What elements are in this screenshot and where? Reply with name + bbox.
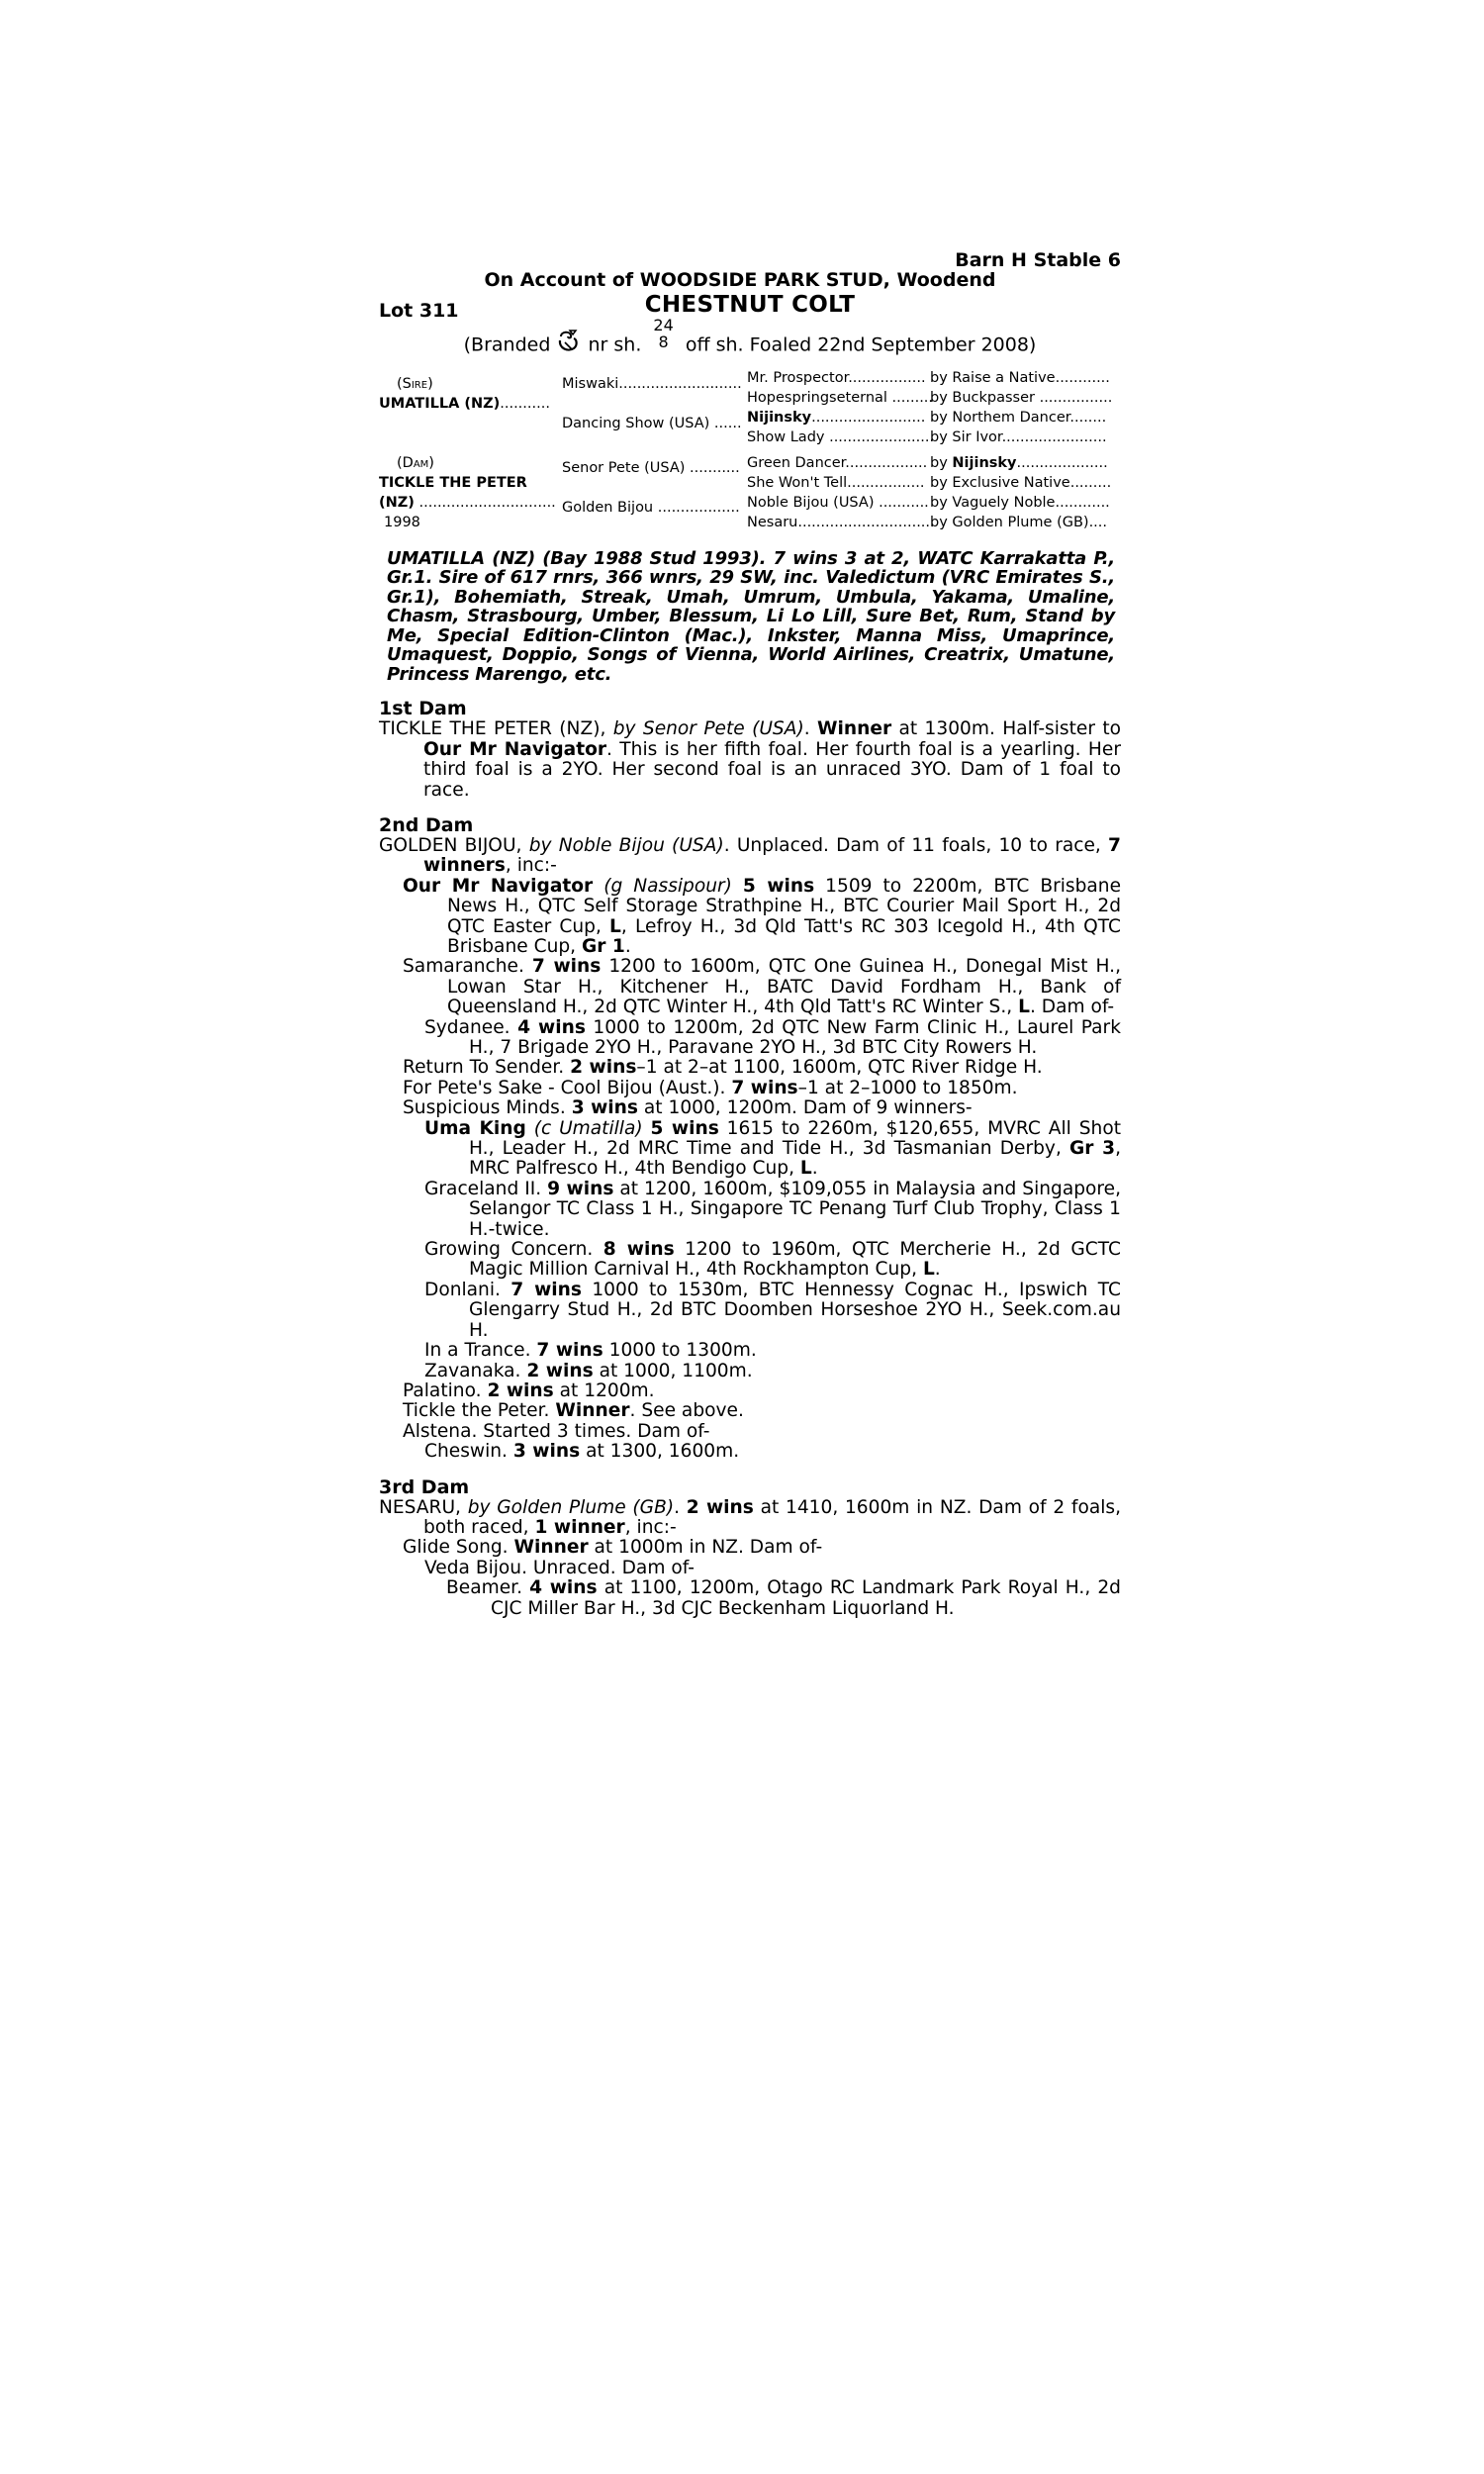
progeny-entry: Suspicious Minds. 3 wins at 1000, 1200m. Dam of 9 winners- <box>403 1097 973 1119</box>
g3-item: by Buckpasser ................ <box>930 389 1113 406</box>
dam-year: 1998 <box>384 514 420 530</box>
progeny-entry: Alstena. Started 3 times. Dam of- <box>403 1420 710 1442</box>
g3-item: by Golden Plume (GB).... <box>930 514 1108 530</box>
progeny-entry: Glide Song. Winner at 1000m in NZ. Dam of- <box>403 1537 823 1559</box>
progeny-entry: Our Mr Navigator (g Nassipour) 5 wins 1509 to 2200m, BTC Brisbane News H., QTC Self Storage Strathpine H., BTC Courier Mail Sport H., 2d QTC Easter Cup, L, Lefroy H., 3d Qld Tatt's RC 303 Icegold H., 4th QTC Brisbane Cup, Gr 1. <box>403 875 1122 957</box>
third-dam-heading: 3rd Dam <box>379 1475 470 1498</box>
g2-item: She Won't Tell................. <box>747 474 925 491</box>
horse-title: CHESTNUT COLT <box>644 291 856 318</box>
progeny-entry: Donlani. 7 wins 1000 to 1530m, BTC Hennessy Cognac H., Ipswich TC Glengarry Stud H., 2d BTC Doomben Horseshoe 2YO H., Seek.com.au H. <box>424 1279 1121 1341</box>
g1-item: Golden Bijou .................. <box>562 499 740 516</box>
brand-numbers <box>653 317 673 350</box>
catalogue-page <box>379 250 1121 1619</box>
dam-name: TICKLE THE PETER <box>379 474 527 491</box>
progeny-entry: Zavanaka. 2 wins at 1000, 1100m. <box>424 1360 753 1381</box>
progeny-entry: Veda Bijou. Unraced. Dam of- <box>424 1557 695 1578</box>
g2-item: Green Dancer.................. <box>747 454 928 471</box>
brand-num-top: 24 <box>653 315 674 334</box>
progeny-entry: In a Trance. 7 wins 1000 to 1300m. <box>424 1340 757 1362</box>
third-dam-intro: NESARU, by Golden Plume (GB). 2 wins at 1410, 1600m in NZ. Dam of 2 foals, both raced, 1 winner, inc:- <box>379 1496 1121 1538</box>
g2-item: Nijinsky......................... <box>747 409 926 426</box>
sire-name: UMATILLA (NZ)........... <box>379 395 550 412</box>
progeny-entry: Beamer. 4 wins at 1100, 1200m, Otago RC Landmark Park Royal H., 2d CJC Miller Bar H., 3d CJC Beckenham Liquorland H. <box>446 1577 1121 1619</box>
progeny-entry: Palatino. 2 wins at 1200m. <box>403 1380 655 1401</box>
progeny-entry: Cheswin. 3 wins at 1300, 1600m. <box>424 1441 740 1463</box>
brand-prefix: (Branded <box>463 333 551 356</box>
progeny-entry: Tickle the Peter. Winner. See above. <box>403 1400 744 1422</box>
progeny-entry: Return To Sender. 2 wins–1 at 2–at 1100, 1600m, QTC River Ridge H. <box>403 1057 1043 1079</box>
g2-item: Noble Bijou (USA) ........... <box>747 494 929 511</box>
g3-item: by Northem Dancer........ <box>930 409 1107 426</box>
sire-summary: UMATILLA (NZ) (Bay 1988 Stud 1993). 7 wins 3 at 2, WATC Karrakatta P., Gr.1. Sire of 617 rnrs, 366 wnrs, 29 SW, inc. Valedictum (VRC Emirates S., Gr.1), Bohemiath, Streak, Umah, Umrum, Umbula, Yakama, Umaline, Chasm, Strasbourg, Umber, Blessum, Li Lo Lill, Sure Bet, Rum, Stand by Me, Special Edition-Clinton (Mac.), Inkster, Manna Miss, Umaprince, Umaquest, Doppio, Songs of Vienna, World Airlines, Creatrix, Umatune, Princess Marengo, etc. <box>387 547 1115 685</box>
dam-label: (Dam) <box>397 454 434 471</box>
g3-item: by Nijinsky.................... <box>930 454 1108 471</box>
progeny-entry: Samaranche. 7 wins 1200 to 1600m, QTC One Guinea H., Donegal Mist H., Lowan Star H., Kitchener H., BATC David Fordham H., Bank of Queensland H., 2d QTC Winter H., 4th Qld Tatt's RC Winter S., L. Dam of- <box>403 956 1122 1018</box>
second-dam-heading: 2nd Dam <box>379 813 474 836</box>
g3-item: by Vaguely Noble............ <box>930 494 1110 511</box>
progeny-entry: Uma King (c Umatilla) 5 wins 1615 to 2260m, $120,655, MVRC All Shot H., Leader H., 2d MRC Time and Tide H., 3d Tasmanian Derby, Gr 3, MRC Palfresco H., 4th Bendigo Cup, L. <box>424 1117 1121 1180</box>
vendor-account: On Account of WOODSIDE PARK STUD, Woodend <box>484 269 996 292</box>
g2-item: Mr. Prospector................. <box>747 369 926 386</box>
g2-item: Hopespringseternal ......... <box>747 389 934 406</box>
g1-item: Dancing Show (USA) ...... <box>562 415 742 431</box>
g3-item: by Raise a Native............ <box>930 369 1110 386</box>
dam-country: (NZ) .............................. <box>379 494 556 511</box>
g1-item: Senor Pete (USA) ........... <box>562 459 740 476</box>
g2-item: Show Lady ....................... <box>747 428 935 445</box>
progeny-entry: For Pete's Sake - Cool Bijou (Aust.). 7 wins–1 at 2–1000 to 1850m. <box>403 1077 1018 1098</box>
lot-number: Lot 311 <box>379 299 459 322</box>
g3-item: by Sir Ivor....................... <box>930 428 1107 445</box>
brand-mid: nr sh. <box>588 333 642 356</box>
progeny-entry: Graceland II. 9 wins at 1200, 1600m, $109,055 in Malaysia and Singapore, Selangor TC Class 1 H., Singapore TC Penang Turf Club Trophy, Class 1 H.-twice. <box>424 1178 1121 1240</box>
g2-item: Nesaru.............................. <box>747 514 935 530</box>
brand-num-bottom: 8 <box>658 332 669 351</box>
pedigree-table <box>379 366 1121 539</box>
barn-stable: Barn H Stable 6 <box>955 249 1121 271</box>
first-dam-text: TICKLE THE PETER (NZ), by Senor Pete (USA). Winner at 1300m. Half-sister to Our Mr Navigator. This is her fifth foal. Her fourth foal is a yearling. Her third foal is a 2YO. Her second foal is an unraced 3YO. Dam of 1 foal to race. <box>379 718 1121 801</box>
first-dam-heading: 1st Dam <box>379 698 467 720</box>
g1-item: Miswaki........................... <box>562 375 742 392</box>
progeny-entry: Growing Concern. 8 wins 1200 to 1960m, QTC Mercherie H., 2d GCTC Magic Million Carnival H., 4th Rockhampton Cup, L. <box>424 1239 1121 1281</box>
brand-line <box>379 315 1121 358</box>
lot-line <box>379 291 1121 323</box>
second-dam-intro: GOLDEN BIJOU, by Noble Bijou (USA). Unplaced. Dam of 11 foals, 10 to race, 7 winners, inc:- <box>379 834 1121 877</box>
brand-mark-icon <box>556 329 582 354</box>
progeny-entry: Sydanee. 4 wins 1000 to 1200m, 2d QTC New Farm Clinic H., Laurel Park H., 7 Brigade 2YO H., Paravane 2YO H., 3d BTC City Rowers H. <box>424 1016 1121 1058</box>
brand-suffix: off sh. Foaled 22nd September 2008) <box>685 333 1037 356</box>
g3-item: by Exclusive Native......... <box>930 474 1112 491</box>
sire-label: (Sire) <box>397 375 433 392</box>
